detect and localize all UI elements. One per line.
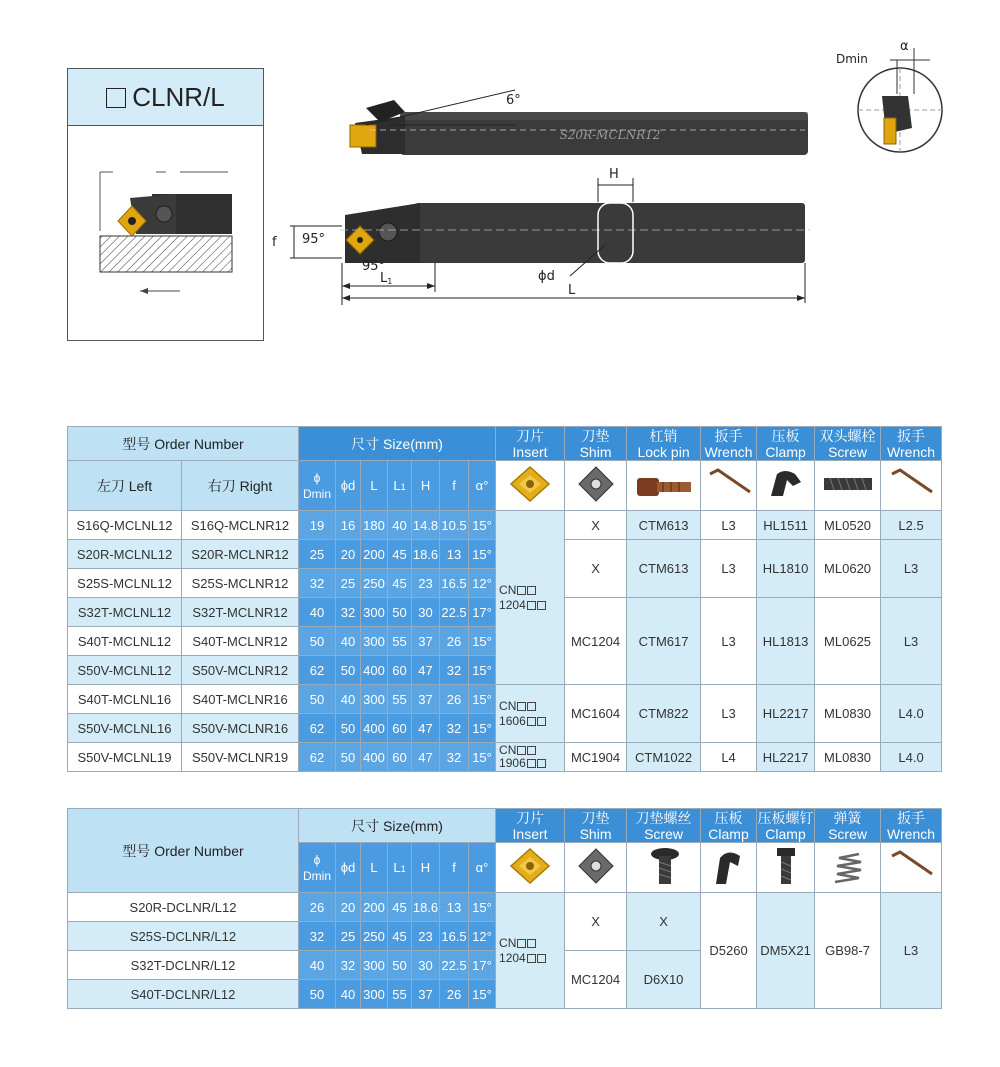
t1-L: 300 [361,627,388,656]
t1-alpha-header: α° [469,461,496,511]
t2-clamp-screw: DM5X21 [757,893,815,1009]
t2-L: 200 [361,893,388,922]
t1-L: 200 [361,540,388,569]
t1-dmin: 32 [299,569,336,598]
t1-H: 37 [412,627,440,656]
t2-spring-header: 弹簧 Screw [815,809,881,843]
t1-d-header: ϕd [336,461,361,511]
t1-g2-pin: CTM613 [627,540,701,598]
t1-g4-pin: CTM822 [627,685,701,743]
t2-d: 25 [336,922,361,951]
shim-icon [576,846,616,886]
t1-alpha: 17° [469,598,496,627]
t1-g1-pin: CTM613 [627,511,701,540]
angle-95-top: 95° [302,232,326,247]
t2-H: 30 [412,951,440,980]
t1-insert-1906: CN 1906 [496,743,565,772]
t1-H: 47 [412,656,440,685]
t1-H: 37 [412,685,440,714]
t1-dmin-header: ϕ Dmin [299,461,336,511]
hex-wrench-icon [886,846,936,886]
t1-alpha: 15° [469,511,496,540]
t1-L1: 55 [388,685,412,714]
table-row [68,511,942,540]
t2-clamp-screw-image [757,843,815,893]
t1-g4-wrench2: L4.0 [881,685,942,743]
t1-L: 400 [361,656,388,685]
t2-L: 300 [361,951,388,980]
t1-L: 180 [361,511,388,540]
shim-image [565,461,627,511]
product-title-box [67,68,264,126]
label-f: f [272,235,277,250]
t2-L1: 45 [388,893,412,922]
t2-shim-header: 刀垫 Shim [565,809,627,843]
clamp-icon [761,464,811,504]
t2-shim-screw-header: 刀垫螺丝 Screw [627,809,701,843]
insert-icon [508,464,552,504]
t1-dmin: 50 [299,627,336,656]
t1-dmin: 40 [299,598,336,627]
t2-L-header: L [361,843,388,893]
table-row [68,893,942,922]
t1-d: 50 [336,714,361,743]
label-alpha: α [900,39,909,54]
t1-g5-wrench: L4 [701,743,757,772]
t2-model: S20R-DCLNR/L12 [68,893,299,922]
t1-L1: 60 [388,714,412,743]
t1-left-model: S32T-MCLNL12 [68,598,182,627]
t1-g1-screw: ML0520 [815,511,881,540]
t1-g3-wrench2: L3 [881,598,942,685]
t1-H: 47 [412,714,440,743]
t1-L1: 60 [388,743,412,772]
shim-screw-icon [639,844,689,888]
t1-shim-header: 刀垫 Shim [565,427,627,461]
t2-d-header: ϕd [336,843,361,893]
t1-f: 26 [440,627,469,656]
t2-dmin: 26 [299,893,336,922]
t2-shim-screw-bottom: D6X10 [627,951,701,1009]
double-screw-icon [818,464,878,504]
table-row [68,743,942,772]
t1-alpha: 15° [469,685,496,714]
t2-insert-image [496,843,565,893]
t1-g3-clamp: HL1813 [757,598,815,685]
clamp-image [757,461,815,511]
t1-dmin: 50 [299,685,336,714]
t2-dmin: 50 [299,980,336,1009]
t1-g4-screw: ML0830 [815,685,881,743]
t1-f: 10.5 [440,511,469,540]
t2-insert-header: 刀片 Insert [496,809,565,843]
t1-L1: 40 [388,511,412,540]
t1-g1-wrench: L3 [701,511,757,540]
t1-g4-shim: MC1604 [565,685,627,743]
t2-L1: 50 [388,951,412,980]
t1-g4-wrench: L3 [701,685,757,743]
t2-model: S32T-DCLNR/L12 [68,951,299,980]
t1-d: 40 [336,685,361,714]
t1-f: 13 [440,540,469,569]
boring-application-illustration [68,126,263,339]
t1-dmin: 62 [299,714,336,743]
t1-g2-shim: X [565,540,627,598]
t1-clamp-header: 压板 Clamp [757,427,815,461]
label-H: H [609,167,619,182]
t1-L-header: L [361,461,388,511]
lock-pin-icon [631,464,697,504]
t1-g3-shim: MC1204 [565,598,627,685]
t1-order-header: 型号 Order Number [68,427,299,461]
t2-L: 300 [361,980,388,1009]
t2-d: 32 [336,951,361,980]
t1-left-model: S40T-MCLNL16 [68,685,182,714]
t1-g3-pin: CTM617 [627,598,701,685]
t2-shim-bottom: MC1204 [565,951,627,1009]
insert-icon [508,846,552,886]
t1-L1: 55 [388,627,412,656]
t2-alpha: 15° [469,980,496,1009]
t1-f: 32 [440,743,469,772]
t1-f: 22.5 [440,598,469,627]
t1-insert-header: 刀片 Insert [496,427,565,461]
title-square-icon [106,88,126,108]
t1-right-model: S50V-MCLNR19 [182,743,299,772]
t2-spring: GB98-7 [815,893,881,1009]
t1-wrench2-header: 扳手 Wrench [881,427,942,461]
t2-clamp: D5260 [701,893,757,1009]
t2-dmin: 32 [299,922,336,951]
t2-model: S40T-DCLNR/L12 [68,980,299,1009]
shim-icon [576,464,616,504]
t1-f-header: f [440,461,469,511]
t2-f: 22.5 [440,951,469,980]
spec-table-mclnr [67,426,942,772]
t2-L1: 45 [388,922,412,951]
t2-alpha: 15° [469,893,496,922]
t2-H-header: H [412,843,440,893]
t1-left-model: S50V-MCLNL12 [68,656,182,685]
t1-right-model: S16Q-MCLNR12 [182,511,299,540]
bottom-bar-body [415,203,805,263]
t2-f: 13 [440,893,469,922]
t1-f: 32 [440,656,469,685]
t1-g2-wrench2: L3 [881,540,942,598]
t2-alpha-header: α° [469,843,496,893]
t1-L1: 45 [388,540,412,569]
clamp-screw-icon [761,844,811,888]
t1-L1: 50 [388,598,412,627]
t1-left-model: S50V-MCLNL19 [68,743,182,772]
t2-dmin: 40 [299,951,336,980]
t1-alpha: 15° [469,743,496,772]
t1-g5-screw: ML0830 [815,743,881,772]
t1-left-model: S50V-MCLNL16 [68,714,182,743]
product-title: CLNR/L [106,82,224,113]
t2-shim-screw-image [627,843,701,893]
t1-left-model: S20R-MCLNL12 [68,540,182,569]
wrench-image [701,461,757,511]
label-dmin: Dmin [836,52,868,66]
t1-dmin: 62 [299,743,336,772]
t1-L: 300 [361,685,388,714]
spec-table-dclnr [67,808,942,1009]
screw-image [815,461,881,511]
t1-pin-header: 杠销 Lock pin [627,427,701,461]
t2-model: S25S-DCLNR/L12 [68,922,299,951]
hex-wrench-icon [704,464,754,504]
t1-left-model: S16Q-MCLNL12 [68,511,182,540]
t1-g4-clamp: HL2217 [757,685,815,743]
t2-L1-header: L1 [388,843,412,893]
t2-d: 20 [336,893,361,922]
t2-alpha: 12° [469,922,496,951]
t2-L: 250 [361,922,388,951]
t1-right-model: S40T-MCLNR16 [182,685,299,714]
t2-insert-1204: CN 1204 [496,893,565,1009]
spring-icon [823,844,873,888]
t1-L1: 60 [388,656,412,685]
t1-g2-clamp: HL1810 [757,540,815,598]
t1-d: 40 [336,627,361,656]
t1-size-header: 尺寸 Size(mm) [299,427,496,461]
t2-wrench-image [881,843,942,893]
t1-d: 25 [336,569,361,598]
t1-L1-header: L1 [388,461,412,511]
t2-f-header: f [440,843,469,893]
t2-size-header: 尺寸 Size(mm) [299,809,496,843]
dmin-inset-drawing [830,38,950,158]
t1-d: 20 [336,540,361,569]
t2-f: 16.5 [440,922,469,951]
t1-right-model: S32T-MCLNR12 [182,598,299,627]
t1-g2-screw: ML0620 [815,540,881,598]
t1-H: 30 [412,598,440,627]
t1-insert-1606: CN 1606 [496,685,565,743]
t1-L: 400 [361,714,388,743]
t2-clamp-screw-header: 压板螺钉 Clamp [757,809,814,842]
t1-L1: 45 [388,569,412,598]
t1-alpha: 15° [469,714,496,743]
application-diagram [67,126,264,341]
label-L1: L1 [380,271,393,286]
t1-right-model: S40T-MCLNR12 [182,627,299,656]
t2-wrench-header: 扳手 Wrench [881,809,942,843]
t1-H-header: H [412,461,440,511]
t2-shim-top: X [565,893,627,951]
wrench2-image [881,461,942,511]
t1-g5-wrench2: L4.0 [881,743,942,772]
t1-alpha: 15° [469,540,496,569]
t1-screw-header: 双头螺栓 Screw [815,427,881,461]
t1-left-model: S40T-MCLNL12 [68,627,182,656]
t2-wrench: L3 [881,893,942,1009]
t1-f: 26 [440,685,469,714]
t1-H: 18.6 [412,540,440,569]
t1-g5-shim: MC1904 [565,743,627,772]
label-phid: ϕd [538,269,555,284]
table-row [68,685,942,714]
t2-alpha: 17° [469,951,496,980]
t1-g1-wrench2: L2.5 [881,511,942,540]
t1-d: 32 [336,598,361,627]
t2-shim-image [565,843,627,893]
t1-insert-1204: CN 1204 [496,511,565,685]
clamp-icon [704,844,754,888]
t1-right-model: S50V-MCLNR12 [182,656,299,685]
insert-image [496,461,565,511]
lock-pin-image [627,461,701,511]
t1-dmin: 62 [299,656,336,685]
t1-dmin: 25 [299,540,336,569]
t1-H: 47 [412,743,440,772]
t1-left-header: 左刀 Left [68,461,182,511]
t2-H: 37 [412,980,440,1009]
t1-f: 16.5 [440,569,469,598]
t1-d: 50 [336,743,361,772]
t1-right-model: S25S-MCLNR12 [182,569,299,598]
t2-spring-image [815,843,881,893]
t2-H: 23 [412,922,440,951]
t1-wrench-header: 扳手 Wrench [701,427,757,461]
t1-L: 300 [361,598,388,627]
t2-order-header: 型号 Order Number [68,809,299,893]
t1-H: 14.8 [412,511,440,540]
t1-L: 400 [361,743,388,772]
t1-d: 16 [336,511,361,540]
t2-dmin-header: ϕ Dmin [299,843,336,893]
label-L: L [568,283,576,298]
t1-dmin: 19 [299,511,336,540]
t1-right-model: S50V-MCLNR16 [182,714,299,743]
t2-H: 18.6 [412,893,440,922]
t1-left-model: S25S-MCLNL12 [68,569,182,598]
t1-L: 250 [361,569,388,598]
t2-shim-screw-top: X [627,893,701,951]
t1-g3-wrench: L3 [701,598,757,685]
t1-g3-screw: ML0625 [815,598,881,685]
t1-alpha: 15° [469,656,496,685]
t1-right-model: S20R-MCLNR12 [182,540,299,569]
t1-H: 23 [412,569,440,598]
t1-right-header: 右刀 Right [182,461,299,511]
t1-g5-clamp: HL2217 [757,743,815,772]
t1-g2-wrench: L3 [701,540,757,598]
t1-alpha: 15° [469,627,496,656]
t2-f: 26 [440,980,469,1009]
t2-clamp-header: 压板 Clamp [701,809,757,843]
t1-g1-shim: X [565,511,627,540]
t2-clamp-image [701,843,757,893]
angle-6-label: 6° [506,93,521,108]
t2-d: 40 [336,980,361,1009]
angle-95-bottom: 95° [362,259,386,274]
t1-g1-clamp: HL1511 [757,511,815,540]
t2-L1: 55 [388,980,412,1009]
t1-alpha: 12° [469,569,496,598]
t1-g5-pin: CTM1022 [627,743,701,772]
t1-d: 50 [336,656,361,685]
t1-f: 32 [440,714,469,743]
hex-wrench-icon-2 [886,464,936,504]
bar-engraving: S20R-MCLNR12 [559,128,661,142]
